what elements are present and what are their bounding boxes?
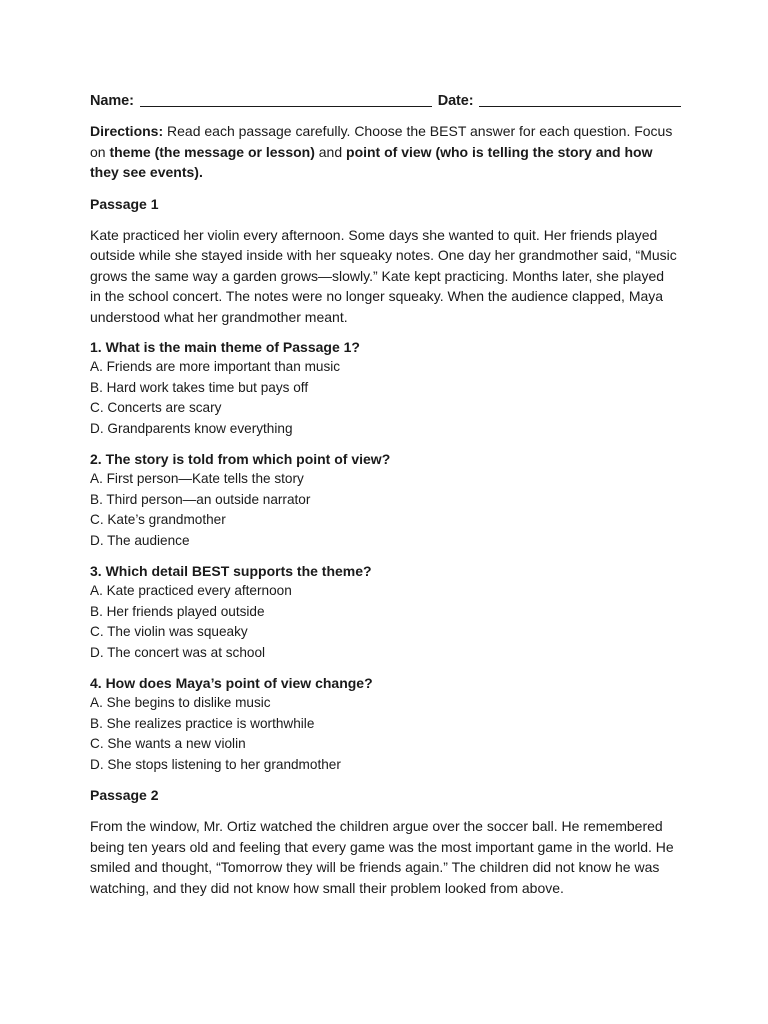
directions-text-1: Read each passage carefully. Choose the BEST answer for each question. Focus on	[90, 123, 673, 160]
answer-option[interactable]: B. Hard work takes time but pays off	[90, 379, 309, 395]
date-blank[interactable]	[479, 92, 681, 107]
answer-option[interactable]: C. The violin was squeaky	[90, 624, 248, 639]
date-label: Date:	[437, 93, 474, 109]
theme-term: theme (the message or lesson)	[109, 143, 315, 160]
question-4	[90, 673, 678, 775]
pov-term: point of view (who is telling the story and how they see events).	[90, 143, 653, 180]
passage-1-text: Kate practiced her violin every afternoon. Some days she wanted to quit. Her friends played outside while she stayed inside with her squeaky notes. One day her grandmother said, “Music grows the same way a garden grows—slowly.” Kate kept practicing. Months later, she played in the school concert. The notes were no longer squeaky. When the audience clapped, Maya understood what her grandmother meant.	[90, 226, 677, 325]
answer-option[interactable]: B. Her friends played outside	[90, 603, 265, 619]
answer-option[interactable]: A. Friends are more important than music	[90, 359, 341, 374]
answer-option[interactable]: B. She realizes practice is worthwhile	[90, 715, 315, 731]
passage-1-title: Passage 1	[90, 195, 159, 212]
question-prompt: 1. What is the main theme of Passage 1?	[90, 339, 360, 355]
answer-option[interactable]: D. Grandparents know everything	[90, 420, 293, 436]
answer-option[interactable]: B. Third person—an outside narrator	[90, 491, 311, 507]
answer-option[interactable]: C. She wants a new violin	[90, 736, 246, 751]
name-date-line	[90, 90, 678, 112]
directions-text-2: and	[314, 143, 347, 160]
answer-option[interactable]: C. Concerts are scary	[90, 400, 222, 415]
answer-option[interactable]: C. Kate’s grandmother	[90, 512, 226, 527]
passage-2-title: Passage 2	[90, 787, 159, 803]
directions-label: Directions:	[90, 123, 164, 139]
directions	[90, 121, 678, 183]
answer-option[interactable]: D. The concert was at school	[90, 644, 266, 660]
question-prompt: 2. The story is told from which point of view?	[90, 451, 391, 467]
answer-option[interactable]: A. She begins to dislike music	[90, 695, 271, 710]
question-2	[90, 449, 678, 551]
question-prompt: 3. Which detail BEST supports the theme?	[90, 563, 372, 579]
answer-option[interactable]: D. She stops listening to her grandmother	[90, 756, 341, 772]
name-label: Name:	[90, 93, 134, 109]
answer-option[interactable]: A. Kate practiced every afternoon	[90, 583, 292, 598]
name-blank[interactable]	[140, 92, 432, 107]
answer-option[interactable]: D. The audience	[90, 532, 190, 548]
question-prompt: 4. How does Maya’s point of view change?	[90, 675, 373, 691]
passage-2-text: From the window, Mr. Ortiz watched the children argue over the soccer ball. He remembered being ten years old and feeling that every game was the most important game in the world. He smiled and thought, “Tomorrow they will be friends again.” The children did not know he was watching, and they did not know how small their problem looked from above.	[90, 818, 674, 896]
answer-option[interactable]: A. First person—Kate tells the story	[90, 471, 304, 486]
question-1	[90, 337, 678, 439]
question-3	[90, 561, 678, 663]
